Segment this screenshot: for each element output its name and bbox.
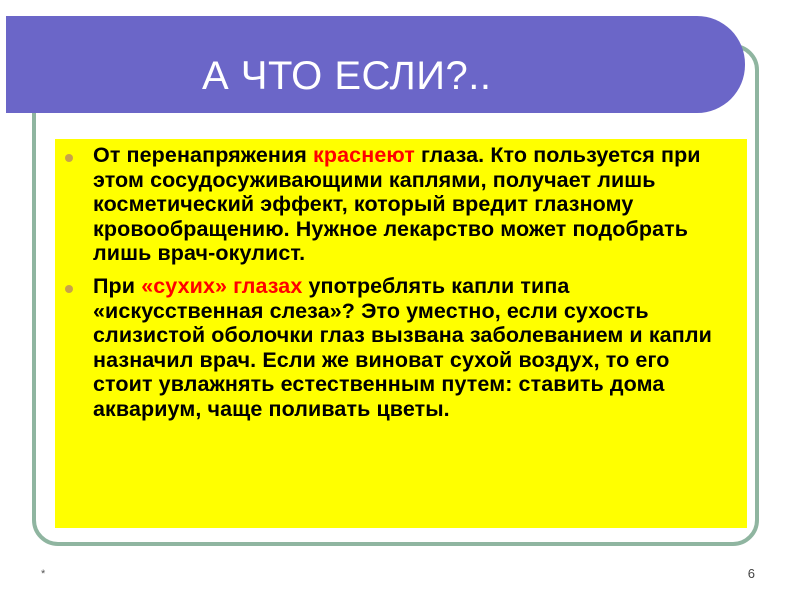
bullet-1-text-before: От перенапряжения <box>93 143 314 167</box>
bullet-1-text-after: глаза. Кто пользуется при этом сосудосуживающими каплями, получает лишь косметический эффект, который вредит глазному кровообращению. Нужное лекарство может подобрать лишь врач-окулист. <box>93 143 701 266</box>
bullet-item-2 <box>93 274 723 422</box>
bullet-item-1 <box>93 143 723 266</box>
bullet-2-text-after: употреблять капли типа «искусственная слеза»? Это уместно, если сухость слизистой оболочки глаз вызвана заболеванием и капли назначил врач. Если же виноват сухой воздух, то его стоит увлажнять естественным путем: ставить дома аквариум, чаще поливать цветы. <box>93 273 712 421</box>
title-underline <box>109 121 712 124</box>
bullet-dot-icon <box>65 285 73 293</box>
bullet-1-highlight: краснеют <box>313 143 415 167</box>
bullet-2-text-before: При <box>93 273 142 298</box>
content-box <box>55 139 747 528</box>
bullet-dot-icon <box>65 154 73 162</box>
bullet-list <box>93 143 723 430</box>
footer-marker: * <box>41 568 46 580</box>
slide-title: А ЧТО ЕСЛИ?.. <box>202 54 492 98</box>
title-bar <box>6 16 745 113</box>
bullet-2-highlight: «сухих» глазах <box>141 273 303 298</box>
page-number: 6 <box>747 566 755 581</box>
